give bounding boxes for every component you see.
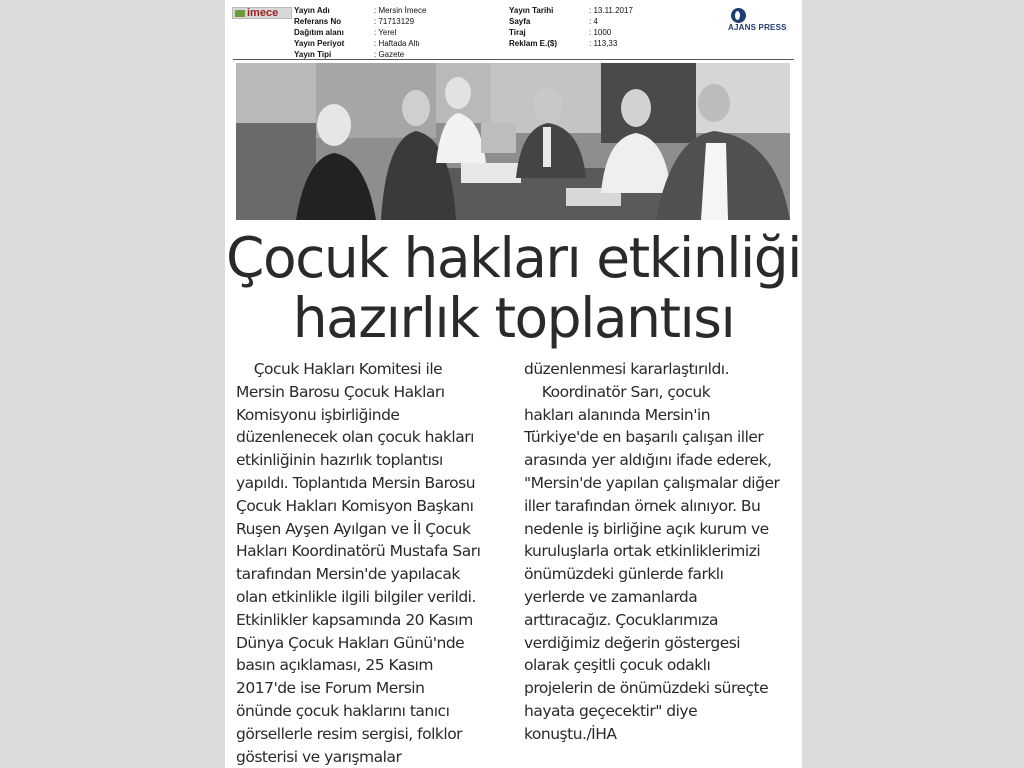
text-line: Türkiye'de en başarılı çalışan iller	[524, 428, 764, 447]
meta-label: Yayın Tipi	[294, 50, 332, 59]
logo-text: imece	[247, 7, 279, 19]
publication-info-right	[509, 5, 633, 49]
meta-value: : Yerel	[374, 28, 397, 37]
text-line: düzenlenmesi kararlaştırıldı.	[524, 360, 730, 378]
clipping-page	[225, 0, 802, 768]
meta-value: : 1000	[589, 28, 612, 37]
text-line: olan etkinlikle ilgili bilgiler verildi.	[236, 587, 476, 606]
meta-row-distribution	[294, 27, 426, 38]
headline-line: Çocuk hakları etkinliği	[226, 226, 801, 290]
meta-value: : Haftada Altı	[374, 39, 420, 48]
meta-row-ad-value	[509, 38, 633, 49]
text-line: basın açıklaması, 25 Kasım	[236, 656, 433, 675]
meta-row-publication-name	[294, 5, 426, 16]
text-line: "Mersin'de yapılan çalışmalar diğer	[524, 473, 780, 492]
meta-value: : 113,33	[589, 39, 618, 48]
text-line: verdiğimiz değerin göstergesi	[524, 633, 741, 652]
meta-label: Yayın Adı	[294, 6, 330, 15]
article-column-left	[236, 358, 508, 768]
meta-label: Yayın Periyot	[294, 39, 345, 48]
text-line: Dünya Çocuk Hakları Günü'nde	[236, 633, 465, 652]
text-line: konuştu./İHA	[524, 724, 617, 743]
meeting-photo	[236, 63, 790, 220]
text-line: Mersin Barosu Çocuk Hakları	[236, 382, 445, 401]
text-line: iller tarafından örnek alınıyor. Bu	[524, 496, 761, 515]
meta-row-page	[509, 16, 633, 27]
agency-logo	[728, 8, 800, 32]
meta-value: : Mersin İmece	[374, 6, 427, 15]
text-line: arttıracağız. Çocuklarımıza	[524, 610, 719, 629]
text-line: Koordinatör Sarı, çocuk	[524, 382, 711, 401]
text-line: projelerin de önümüzdeki süreçte	[524, 679, 769, 698]
clipping-header	[225, 0, 802, 62]
text-line: Çocuk Hakları Komisyon Başkanı	[236, 496, 474, 515]
article-headline	[225, 228, 802, 348]
article-column-right	[524, 358, 796, 746]
meta-label: Yayın Tarihi	[509, 6, 554, 15]
text-line: tarafından Mersin'de yapılacak	[236, 565, 460, 584]
text-line: Komisyonu işbirliğinde	[236, 405, 400, 424]
headline-line: hazırlık toplantısı	[292, 286, 735, 350]
meta-label: Referans No	[294, 17, 342, 26]
header-divider	[233, 59, 794, 60]
meta-row-circulation	[509, 27, 633, 38]
agency-name: AJANS PRESS	[728, 23, 787, 32]
text-line: düzenlenecek olan çocuk hakları	[236, 428, 474, 447]
text-line: Çocuk Hakları Komitesi ile	[236, 360, 443, 378]
text-line: önünde çocuk haklarını tanıcı	[236, 701, 450, 720]
text-line: arasında yer aldığını ifade ederek,	[524, 451, 772, 470]
text-line: görsellerle resim sergisi, folklor	[236, 724, 463, 743]
meta-value: : 13.11.2017	[589, 6, 633, 15]
text-line: Etkinlikler kapsamında 20 Kasım	[236, 610, 473, 629]
text-line: nedenle iş birliğine açık kurum ve	[524, 519, 769, 538]
text-line: Hakları Koordinatörü Mustafa Sarı	[236, 542, 481, 561]
text-line: Ruşen Ayşen Ayılgan ve İl Çocuk	[236, 519, 471, 538]
text-line: 2017'de ise Forum Mersin	[236, 679, 425, 698]
meta-label: Tiraj	[509, 28, 526, 37]
text-line: gösterisi ve yarışmalar	[236, 747, 402, 766]
meta-row-date	[509, 5, 633, 16]
meta-row-reference	[294, 16, 426, 27]
meta-label: Dağıtım alanı	[294, 28, 344, 37]
newspaper-logo	[232, 7, 292, 19]
text-line: kuruluşlarla ortak etkinliklerimizi	[524, 542, 761, 561]
text-line: yapıldı. Toplantıda Mersin Barosu	[236, 473, 476, 492]
publication-info-left	[294, 5, 426, 60]
meta-label: Sayfa	[509, 17, 531, 26]
meta-value: : Gazete	[374, 50, 405, 59]
meta-value: : 71713129	[374, 17, 415, 26]
text-line: hakları alanında Mersin'in	[524, 405, 711, 424]
meta-value: : 4	[589, 17, 598, 26]
text-line: olarak çeşitli çocuk odaklı	[524, 656, 711, 675]
text-line: etkinliğinin hazırlık toplantısı	[236, 451, 443, 470]
agency-mark-icon	[731, 8, 746, 23]
text-line: yerlerde ve zamanlarda	[524, 587, 698, 606]
meta-row-period	[294, 38, 426, 49]
text-line: hayata geçecektir" diye	[524, 701, 698, 720]
meta-label: Reklam E.($)	[509, 39, 558, 48]
logo-mark-icon	[235, 10, 245, 17]
text-line: önümüzdeki günlerde farklı	[524, 565, 724, 584]
